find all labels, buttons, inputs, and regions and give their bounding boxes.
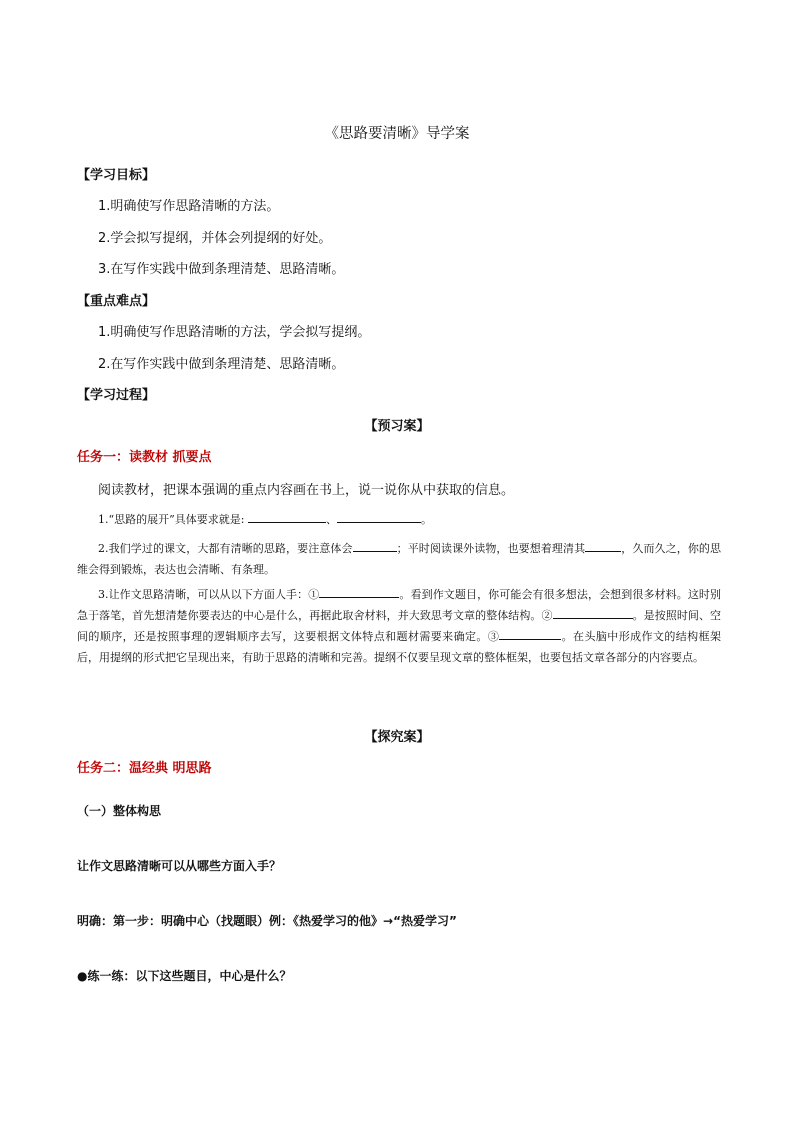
answer-blank[interactable] bbox=[248, 511, 326, 523]
answer bbox=[77, 912, 457, 929]
answer-blank[interactable] bbox=[319, 586, 399, 598]
answer-blank[interactable] bbox=[585, 540, 621, 552]
learning-goals-heading: 【学习目标】 bbox=[77, 168, 156, 183]
preview-intro: 阅读教材，把课本强调的重点内容画在书上，说一说你从中获取的信息。 bbox=[98, 483, 515, 498]
question-one bbox=[98, 511, 432, 527]
page-title: 《思路要清晰》导学案 bbox=[324, 126, 470, 142]
separator: 、 bbox=[325, 513, 337, 526]
process-heading: 【学习过程】 bbox=[77, 388, 156, 403]
key-points-heading: 【重点难点】 bbox=[77, 294, 156, 309]
learning-goal-item: 2.学会拟写提纲，并体会列提纲的好处。 bbox=[98, 231, 332, 246]
question-three-part1: 3.让作文思路清晰，可以从以下方面人手：① bbox=[98, 588, 320, 601]
answer-blank[interactable] bbox=[499, 628, 561, 640]
question-three bbox=[77, 584, 721, 668]
question-two-part3: ，久而久之，你的思维会得到锻炼，表达也会清晰、有条理。 bbox=[77, 542, 721, 576]
question-one-end: 。 bbox=[420, 513, 432, 526]
explore-heading: 【探究案】 bbox=[364, 730, 430, 745]
question-two bbox=[77, 538, 721, 580]
question: 让作文思路清晰可以从哪些方面入手？ bbox=[77, 859, 282, 873]
answer-blank[interactable] bbox=[553, 607, 633, 619]
key-point-item: 2.在写作实践中做到条理清楚、思路清晰。 bbox=[98, 357, 345, 372]
question-two-part1: 2.我们学过的课文，大都有清晰的思路，要注意体会 bbox=[98, 542, 353, 555]
answer-blank[interactable] bbox=[353, 540, 397, 552]
question-three-part4: 。在头脑中形成作文的结构框架后，用提纲的形式把它呈现出来，有助于思路的清晰和完善。提纲不仅要呈现文章的整体框架，也要包括文章各部分的内容要点。 bbox=[77, 630, 721, 664]
answer-blank[interactable] bbox=[337, 511, 421, 523]
question-three-part2: 。看到作文题目，你可能会有很多想法，会想到很多材料。这时别急于落笔，首先想清楚你要表达的中心是什么，再据此取舍材料，并大致思考文章的整体结构。② bbox=[77, 588, 722, 622]
key-point-item: 1.明确使写作思路清晰的方法，学会拟写提纲。 bbox=[98, 325, 371, 340]
learning-goal-item: 3.在写作实践中做到条理清楚、思路清晰。 bbox=[98, 262, 345, 277]
arrow-icon: → bbox=[383, 914, 394, 928]
question-two-part2: ；平时阅读课外读物，也要想着理清其 bbox=[396, 542, 586, 555]
task-two-title: 任务二：温经典 明思路 bbox=[77, 761, 212, 776]
learning-goal-item: 1.明确使写作思路清晰的方法。 bbox=[98, 199, 280, 214]
question-three-part3: 。是按照时间、空间的顺序，还是按照事理的逻辑顺序去写，这要根据文体特点和题材需要来确定。③ bbox=[77, 609, 722, 643]
preview-heading: 【预习案】 bbox=[364, 419, 430, 434]
answer-suffix: “热爱学习” bbox=[393, 914, 457, 928]
task-one-title: 任务一：读教材 抓要点 bbox=[77, 450, 212, 465]
answer-prefix: 明确：第一步：明确中心（找题眼）例：《热爱学习的他》 bbox=[77, 914, 384, 928]
subheading: （一）整体构思 bbox=[77, 804, 162, 818]
question-one-text: 1.“思路的展开”具体要求就是: bbox=[98, 513, 245, 526]
practice-prompt: ●练一练：以下这些题目，中心是什么？ bbox=[77, 969, 292, 983]
